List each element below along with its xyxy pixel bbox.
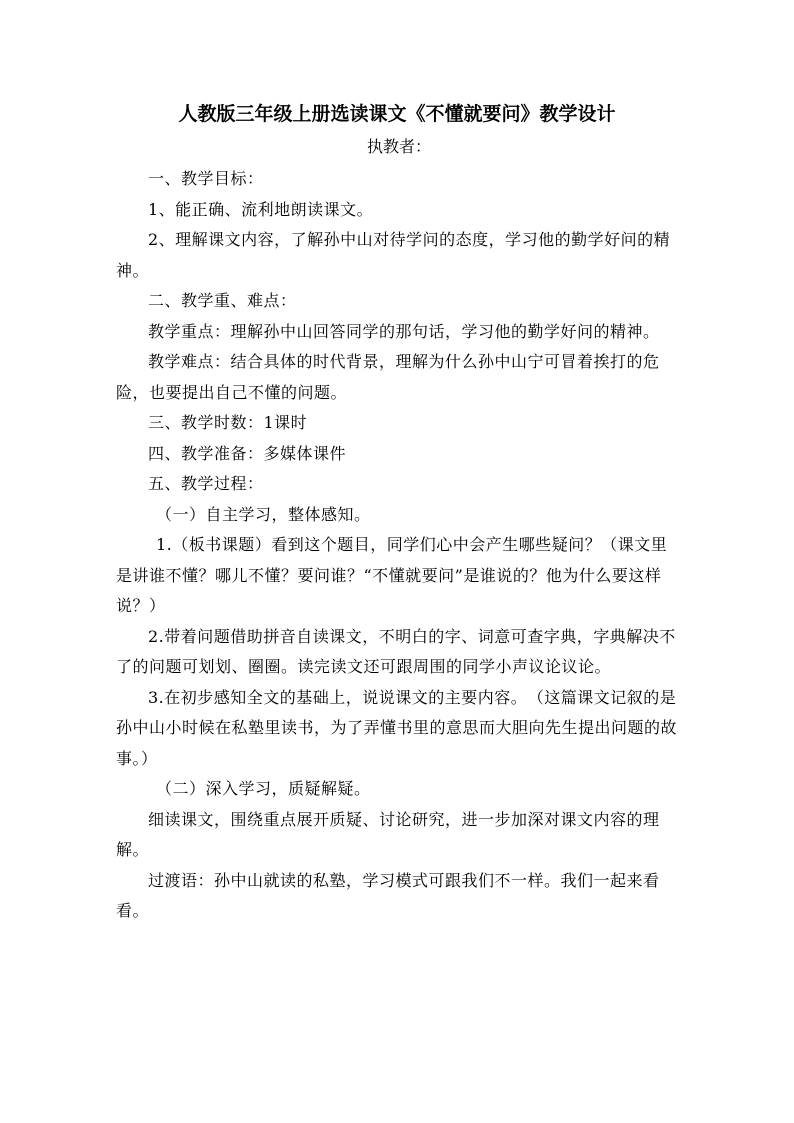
transition-paragraph: 过渡语：孙中山就读的私塾，学习模式可跟我们不一样。我们一起来看看。: [116, 870, 660, 920]
document-title: 人教版三年级上册选读课文《不懂就要问》教学设计: [178, 103, 616, 125]
process-step: 3.在初步感知全文的基础上，说说课文的主要内容。 （这篇课文记叙的是孙中山小时候在私塾里读书，为了弄懂书里的意思而大胆向先生提出问题的故事。）: [116, 687, 678, 768]
objective-item: 1、能正确、流利地朗读课文。: [148, 199, 374, 219]
objective-item: 2、理解课文内容，了解孙中山对待学问的态度，学习他的勤学好问的精神。: [116, 230, 671, 280]
document-body: [116, 164, 681, 927]
section-heading-objectives: 一、教学目标：: [148, 169, 264, 188]
author-label: 执教者：: [367, 137, 432, 156]
process-step: 1.（板书课题）看到这个题目，同学们心中会产生哪些疑问？（课文里是讲谁不懂？哪儿不懂？要问谁？“不懂就要问”是谁说的？他为什么要这样说？）: [116, 535, 668, 615]
process-paragraph: 细读课文，围绕重点展开质疑、讨论研究，进一步加深对课文内容的理解。: [116, 809, 660, 859]
section-heading-hours: 三、教学时数：1课时: [148, 413, 308, 432]
subsection-heading: （二）深入学习，质疑解疑。: [156, 779, 371, 798]
process-step: 2.带着问题借助拼音自读课文，不明白的字、词意可查字典，字典解决不了的问题可划划、圈圈。读完读文还可跟周围的同学小声议论议论。: [116, 626, 676, 676]
difficult-point-paragraph: 教学难点：结合具体的时代背景，理解为什么孙中山宁可冒着挨打的危险，也要提出自己不懂的问题。: [116, 352, 660, 402]
subsection-heading: （一）自主学习，整体感知。: [156, 504, 371, 524]
section-heading-process: 五、教学过程：: [148, 474, 264, 493]
section-heading-key-points: 二、教学重、难点：: [148, 291, 297, 310]
key-point-paragraph: 教学重点：理解孙中山回答同学的那句话，学习他的勤学好问的精神。: [148, 321, 660, 341]
section-heading-preparation: 四、教学准备：多媒体课件: [148, 443, 347, 463]
